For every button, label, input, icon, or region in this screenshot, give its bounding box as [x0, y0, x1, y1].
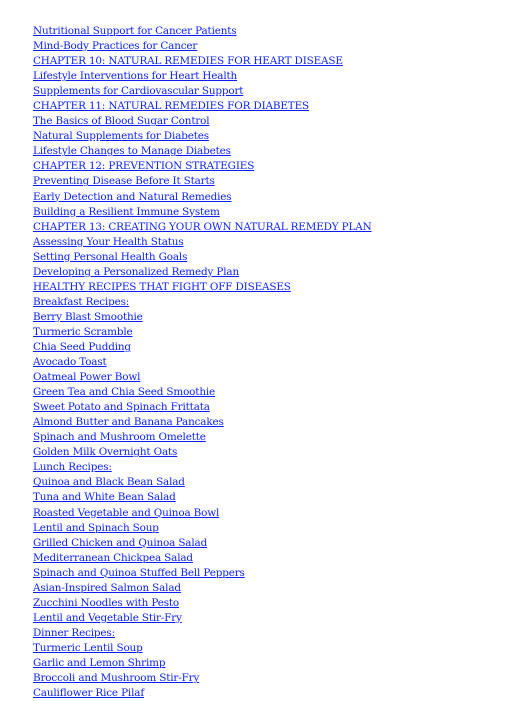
- toc-item: [33, 157, 372, 172]
- toc-link-healthy-recipes[interactable]: HEALTHY RECIPES THAT FIGHT OFF DISEASES: [33, 280, 291, 293]
- toc-link[interactable]: Broccoli and Mushroom Stir-Fry: [33, 672, 200, 685]
- toc-link[interactable]: Preventing Disease Before It Starts: [33, 175, 215, 188]
- toc-item: [33, 398, 372, 413]
- toc-link-chapter-11[interactable]: CHAPTER 11: NATURAL REMEDIES FOR DIABETES: [33, 100, 309, 113]
- toc-link[interactable]: Early Detection and Natural Remedies: [33, 190, 232, 203]
- toc-link[interactable]: Spinach and Mushroom Omelette: [33, 431, 206, 444]
- toc-item: [33, 519, 372, 534]
- toc-item: [33, 338, 372, 353]
- toc-item: [33, 323, 372, 338]
- toc-item: [33, 684, 372, 699]
- toc-item: [33, 52, 372, 67]
- toc-item: [33, 22, 372, 37]
- toc-link[interactable]: Sweet Potato and Spinach Frittata: [33, 401, 210, 414]
- toc-link[interactable]: Supplements for Cardiovascular Support: [33, 85, 244, 98]
- toc-item: [33, 188, 372, 203]
- toc-item: [33, 639, 372, 654]
- toc-item: [33, 458, 372, 473]
- toc-link[interactable]: Developing a Personalized Remedy Plan: [33, 265, 239, 278]
- toc-link[interactable]: Cauliflower Rice Pilaf: [33, 687, 145, 700]
- toc-item: [33, 127, 372, 142]
- toc-item: [33, 353, 372, 368]
- toc-item: [33, 248, 372, 263]
- toc-link[interactable]: Avocado Toast: [33, 356, 107, 369]
- toc-item: [33, 624, 372, 639]
- toc-item: [33, 413, 372, 428]
- toc-item: [33, 218, 372, 233]
- toc-item: [33, 669, 372, 684]
- toc-link[interactable]: Lentil and Spinach Soup: [33, 521, 159, 534]
- toc-link[interactable]: Tuna and White Bean Salad: [33, 491, 176, 504]
- toc-link[interactable]: Mediterranean Chickpea Salad: [33, 551, 193, 564]
- toc-link[interactable]: The Basics of Blood Sugar Control: [33, 115, 210, 128]
- toc-link[interactable]: Assessing Your Health Status: [33, 235, 184, 248]
- toc-item: [33, 473, 372, 488]
- toc-link-breakfast-recipes[interactable]: Breakfast Recipes:: [33, 295, 130, 308]
- toc-item: [33, 97, 372, 112]
- toc-item: [33, 428, 372, 443]
- toc-item: [33, 654, 372, 669]
- toc-link[interactable]: Green Tea and Chia Seed Smoothie: [33, 386, 216, 399]
- toc-link[interactable]: Lifestyle Changes to Manage Diabetes: [33, 145, 231, 158]
- toc-item: [33, 67, 372, 82]
- toc-item: [33, 293, 372, 308]
- toc-link[interactable]: Building a Resilient Immune System: [33, 205, 220, 218]
- toc-link[interactable]: Turmeric Lentil Soup: [33, 641, 143, 654]
- toc-link[interactable]: Chia Seed Pudding: [33, 340, 131, 353]
- toc-item: [33, 488, 372, 503]
- toc-item: [33, 278, 372, 293]
- toc-link[interactable]: Berry Blast Smoothie: [33, 310, 143, 323]
- toc-link-chapter-10[interactable]: CHAPTER 10: NATURAL REMEDIES FOR HEART DISEASE: [33, 55, 343, 68]
- toc-link[interactable]: Spinach and Quinoa Stuffed Bell Peppers: [33, 566, 245, 579]
- toc-item: [33, 142, 372, 157]
- toc-link[interactable]: Natural Supplements for Diabetes: [33, 130, 209, 143]
- toc-item: [33, 549, 372, 564]
- toc-item: [33, 594, 372, 609]
- toc-link[interactable]: Lifestyle Interventions for Heart Health: [33, 70, 238, 83]
- toc-link[interactable]: Grilled Chicken and Quinoa Salad: [33, 536, 208, 549]
- toc-item: [33, 443, 372, 458]
- toc-link[interactable]: Quinoa and Black Bean Salad: [33, 476, 185, 489]
- toc-item: [33, 172, 372, 187]
- toc-item: [33, 37, 372, 52]
- toc-item: [33, 609, 372, 624]
- toc-item: [33, 263, 372, 278]
- toc-link[interactable]: Lentil and Vegetable Stir-Fry: [33, 611, 182, 624]
- toc-item: [33, 112, 372, 127]
- toc-item: [33, 82, 372, 97]
- toc-item: [33, 579, 372, 594]
- toc-link-lunch-recipes[interactable]: Lunch Recipes:: [33, 461, 112, 474]
- toc-link[interactable]: Mind-Body Practices for Cancer: [33, 40, 198, 53]
- toc-link-chapter-13[interactable]: CHAPTER 13: CREATING YOUR OWN NATURAL REMEDY PLAN: [33, 220, 372, 233]
- toc-link[interactable]: Roasted Vegetable and Quinoa Bowl: [33, 506, 220, 519]
- toc-link[interactable]: Turmeric Scramble: [33, 325, 133, 338]
- toc-link[interactable]: Setting Personal Health Goals: [33, 250, 188, 263]
- toc-link-dinner-recipes[interactable]: Dinner Recipes:: [33, 626, 115, 639]
- toc-link[interactable]: Golden Milk Overnight Oats: [33, 446, 178, 459]
- toc-link[interactable]: Almond Butter and Banana Pancakes: [33, 416, 224, 429]
- toc-link-chapter-12[interactable]: CHAPTER 12: PREVENTION STRATEGIES: [33, 160, 255, 173]
- toc-item: [33, 564, 372, 579]
- toc-link[interactable]: Oatmeal Power Bowl: [33, 371, 141, 384]
- toc-item: [33, 534, 372, 549]
- toc-item: [33, 383, 372, 398]
- toc-item: [33, 233, 372, 248]
- toc-link[interactable]: Nutritional Support for Cancer Patients: [33, 25, 237, 37]
- toc-item: [33, 308, 372, 323]
- toc-link[interactable]: Garlic and Lemon Shrimp: [33, 656, 166, 669]
- toc-link[interactable]: Asian-Inspired Salmon Salad: [33, 581, 181, 594]
- toc-item: [33, 203, 372, 218]
- toc-item: [33, 368, 372, 383]
- toc-item: [33, 504, 372, 519]
- toc-link[interactable]: Zucchini Noodles with Pesto: [33, 596, 180, 609]
- table-of-contents: [33, 22, 372, 699]
